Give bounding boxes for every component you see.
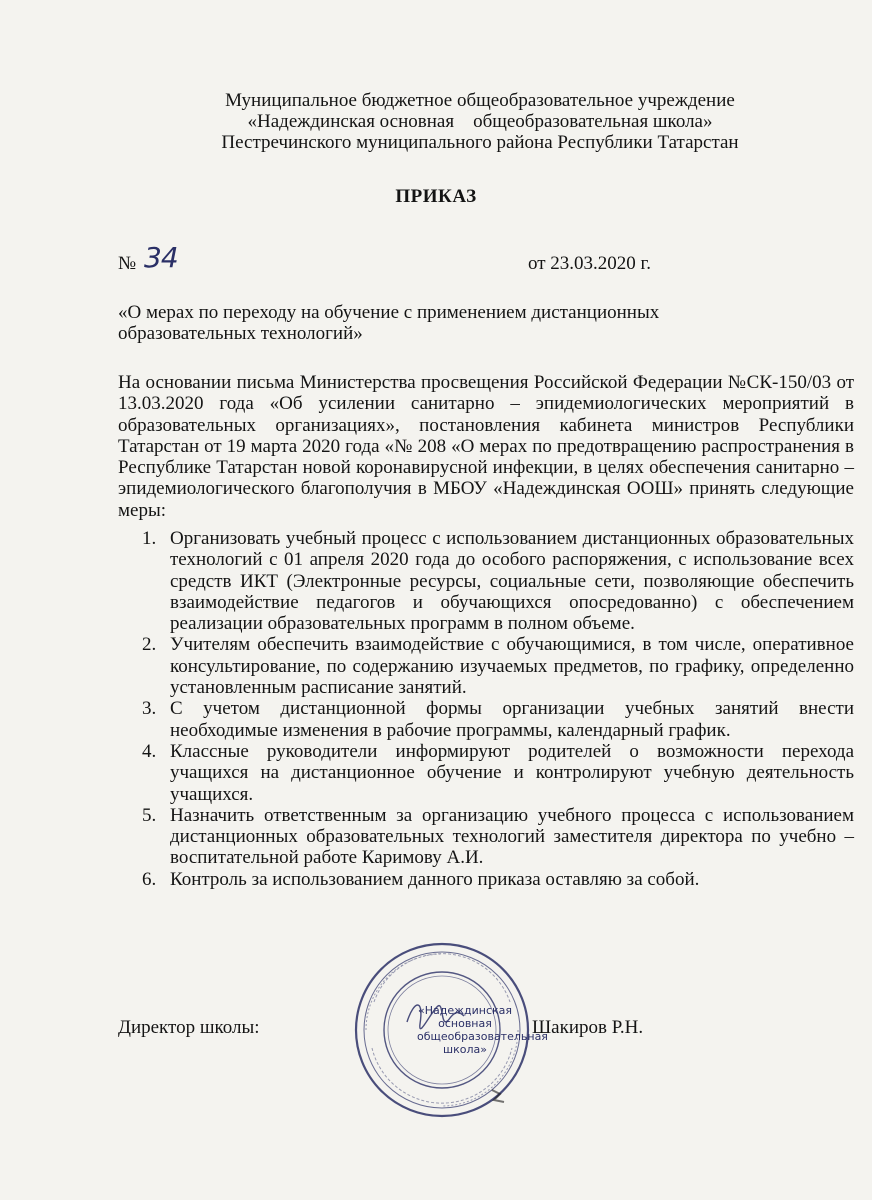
list-item-number: 4. bbox=[142, 740, 157, 762]
signatory-name: Шакиров Р.Н. bbox=[532, 1017, 644, 1038]
list-item bbox=[118, 528, 854, 634]
list-item-number: 3. bbox=[142, 698, 157, 720]
list-item-number: 1. bbox=[142, 528, 157, 549]
header-line-1: Муниципальное бюджетное общеобразовательное учреждение bbox=[225, 90, 735, 111]
order-date: от 23.03.2020 г. bbox=[528, 253, 651, 274]
list-item-text: Контроль за использованием данного приказа оставляю за собой. bbox=[170, 868, 700, 890]
order-subject: «О мерах по переходу на обучение с применением дистанционных образовательных технологий» bbox=[118, 302, 660, 344]
list-item bbox=[118, 805, 854, 869]
list-item-number: 6. bbox=[142, 868, 157, 890]
institution-header bbox=[150, 90, 810, 153]
list-item-number: 5. bbox=[142, 804, 157, 826]
list-item-text: Организовать учебный процесс с использованием дистанционных образовательных технологий с 01 апреля 2020 года до особого распоряжения, с использование всех средств ИКТ (Электронные ресурсы, социальные сети, позволяющие обеспечить взаимодействие педагогов и обучающихся опосредованно) с обеспечением реализации образовательных программ в полном объеме. bbox=[170, 528, 854, 635]
order-number-label: № bbox=[118, 253, 137, 274]
list-item-text: Классные руководители информируют родителей о возможности перехода учащихся на дистанционное обучение и контролируют учебную деятельность учащихся. bbox=[170, 740, 854, 805]
header-line-2: «Надеждинская основная общеобразовательная школа» bbox=[247, 111, 713, 132]
measures-list bbox=[118, 528, 854, 890]
list-item-number: 2. bbox=[142, 634, 157, 656]
order-number-handwritten: 34 bbox=[144, 241, 178, 274]
list-item-text: Назначить ответственным за организацию учебного процесса с использованием дистанционных образовательных технологий заместителя директора по учебно – воспитательной работе Каримову А.И. bbox=[170, 804, 854, 869]
list-item bbox=[118, 869, 854, 890]
stamp-inner-text: «Надеждинская основная общеобразовательная школа» bbox=[417, 1004, 548, 1056]
order-preamble: На основании письма Министерства просвещения Российской Федерации №СК-150/03 от 13.03.2020 года «Об усилении санитарно – эпидемиологических мероприятий в образовательных организациях», постановления кабинета министров Республики Татарстан от 19 марта 2020 года «№ 208 «О мерах по предотвращению распространения в Республике Татарстан новой коронавирусной инфекции, в целях обеспечения санитарно – эпидемиологического благополучия в МБОУ «Надеждинская ООШ» принять следующие меры: bbox=[118, 372, 854, 521]
signatory-position: Директор школы: bbox=[118, 1017, 260, 1038]
list-item-text: Учителям обеспечить взаимодействие с обучающимися, в том числе, оперативное консультирование, по содержанию изучаемых предметов, по графику, определенно установленным расписание занятий. bbox=[170, 634, 854, 699]
list-item bbox=[118, 698, 854, 741]
list-item bbox=[118, 741, 854, 805]
document-title: ПРИКАЗ bbox=[395, 186, 477, 207]
list-item bbox=[118, 634, 854, 698]
list-item-text: С учетом дистанционной формы организации учебных занятий внести необходимые изменения в рабочие программы, календарный график. bbox=[170, 698, 854, 741]
header-line-3: Пестречинского муниципального района Республики Татарстан bbox=[221, 132, 739, 153]
